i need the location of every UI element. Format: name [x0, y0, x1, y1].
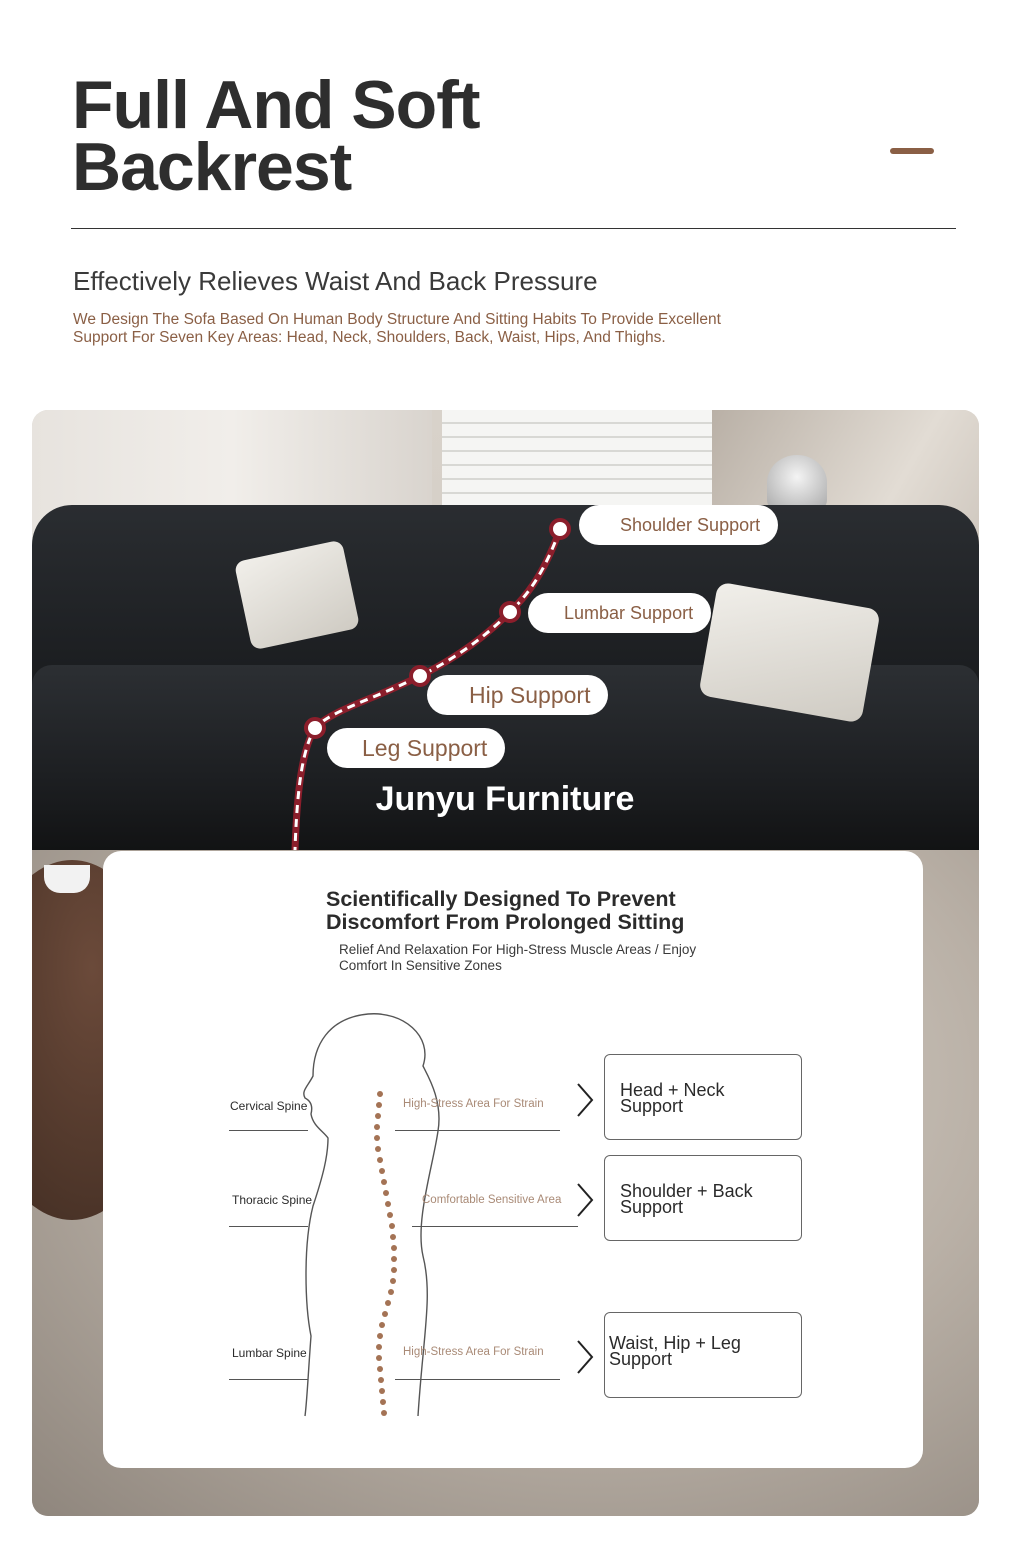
callout-leg-support: Leg Support — [327, 728, 505, 768]
card-subtitle: Relief And Relaxation For High-Stress Muscle Areas / Enjoy Comfort In Sensitive Zones — [339, 942, 697, 973]
cervical-line-left — [229, 1130, 308, 1131]
callout-hip-support: Hip Support — [427, 675, 608, 715]
info-card — [103, 851, 923, 1468]
brand-name: Junyu Furniture — [375, 780, 635, 818]
header-divider — [71, 228, 956, 229]
chevron-right-icon — [575, 1082, 595, 1118]
lumbar-line-left — [229, 1379, 308, 1380]
head-neck-support-label: Head + Neck Support — [620, 1080, 725, 1116]
spine-dots — [374, 1091, 397, 1416]
lumbar-spine-label: Lumbar Spine — [232, 1346, 307, 1360]
thoracic-line-right — [412, 1226, 578, 1227]
title-line-2: Backrest — [72, 129, 352, 205]
shoulder-back-support-box — [604, 1155, 802, 1241]
body-spine-diagram — [283, 1006, 503, 1426]
lumbar-line-right — [395, 1379, 560, 1380]
hip-dot — [411, 667, 429, 685]
accent-dash — [890, 148, 934, 154]
page-title — [72, 67, 632, 205]
thoracic-line-left — [229, 1226, 308, 1227]
chevron-right-icon — [575, 1182, 595, 1218]
section-description: We Design The Sofa Based On Human Body Structure And Sitting Habits To Provide Excellent Support For Seven Key Areas: Head, Neck, Shoulders, Back, Waist, Hips, And Thighs. — [73, 311, 721, 346]
thoracic-spine-label: Thoracic Spine — [232, 1193, 313, 1207]
waist-hip-leg-support-label: Waist, Hip + Leg Support — [609, 1333, 741, 1369]
title-line-1: Full And Soft — [72, 67, 480, 143]
shoulder-back-support-label: Shoulder + Back Support — [620, 1181, 753, 1217]
lumbar-area-label: High-Stress Area For Strain — [403, 1346, 544, 1358]
cervical-spine-label: Cervical Spine — [230, 1099, 308, 1113]
card-title: Scientifically Designed To Prevent Discomfort From Prolonged Sitting — [326, 887, 685, 934]
thoracic-area-label: Comfortable Sensitive Area — [422, 1194, 562, 1206]
callout-shoulder-support: Shoulder Support — [579, 505, 778, 545]
waist-hip-leg-support-box — [604, 1312, 802, 1398]
head-neck-support-box — [604, 1054, 802, 1140]
leg-dot — [306, 719, 324, 737]
cervical-line-right — [395, 1130, 560, 1131]
coffee-cup — [44, 865, 90, 893]
chevron-right-icon — [575, 1339, 595, 1375]
callout-lumbar-support: Lumbar Support — [528, 593, 711, 633]
cervical-area-label: High-Stress Area For Strain — [403, 1098, 544, 1110]
section-subtitle: Effectively Relieves Waist And Back Pressure — [73, 266, 598, 296]
lumbar-dot — [501, 603, 519, 621]
shoulder-dot — [551, 520, 569, 538]
